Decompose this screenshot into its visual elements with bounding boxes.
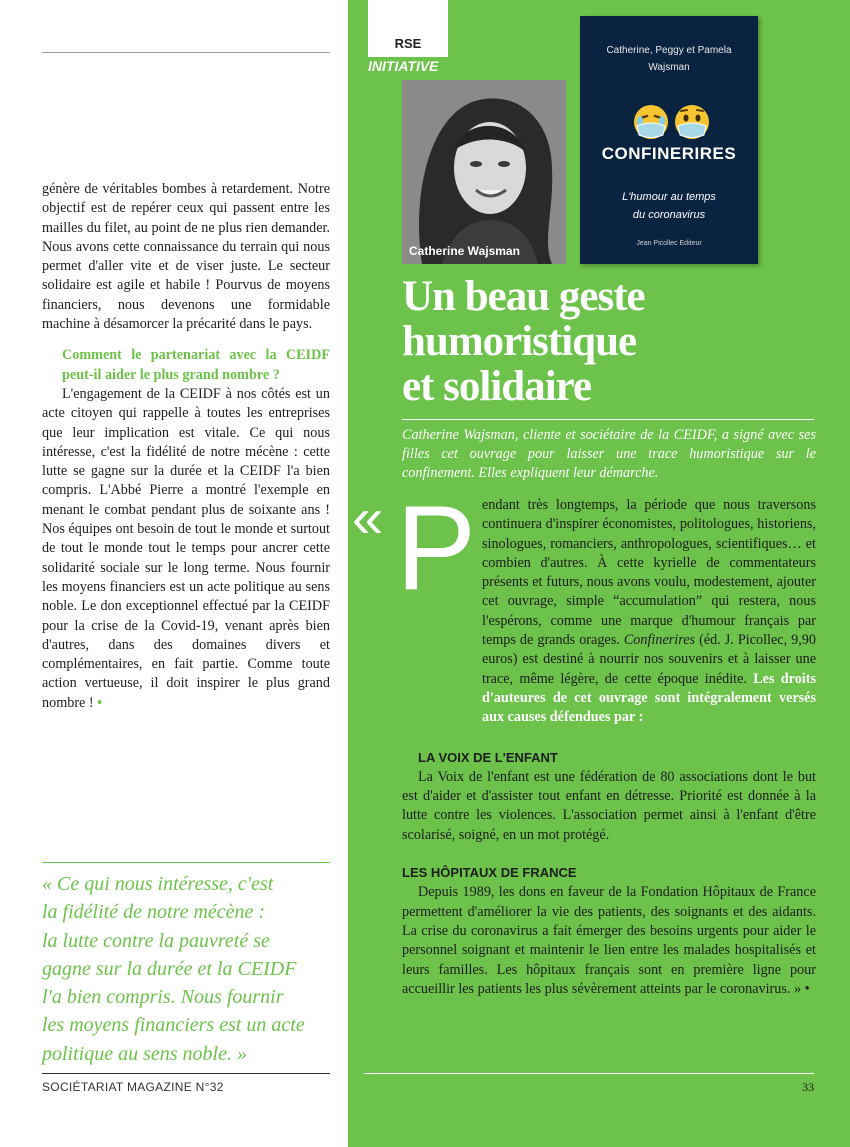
headline-divider [402, 419, 814, 420]
page-number: 33 [802, 1080, 814, 1094]
left-column-text [42, 180, 330, 713]
article-paragraph: endant très longtemps, la période que nous traversons continuera d'inspirer économistes, politologues, historiens, sinologues, romanciers, anthropologues, scientifiques… et combien d'autres. À cette kyrielle de commentateurs présents et futurs, nous avons voulu, modestement, ajouter cet ouvrage, simple “accumulation” qui restera, nous l'espérons, comme une marque d'humour français par temps de grands orages. Confinerires (éd. J. Picollec, 9,90 euros) est destiné à nourrir nos souvenirs et à laisser une trace, même légère, de cette époque inédite. Les droits d'auteures de cet ouvrage sont intégralement versés aux causes défendues par : [482, 497, 816, 726]
category-label: INITIATIVE [368, 58, 439, 74]
drop-cap: P [396, 481, 477, 615]
pull-quote [42, 870, 332, 1068]
laughing-masked-face-icon [634, 105, 668, 139]
top-divider-left [42, 52, 330, 53]
section-label: RSE [394, 36, 422, 51]
section-divider [368, 56, 448, 57]
end-bullet: • [97, 694, 103, 711]
book-authors [580, 42, 758, 76]
book-title: CONFINERIRES [601, 144, 737, 163]
author-photo [402, 80, 566, 264]
section-paragraph: Depuis 1989, les dons en faveur de la Fondation Hôpitaux de France permettent d'améliorer la vie des patients, des soignants et des aidants. La crise du coronavirus a fait émerger des besoins urgents pour aider le personnel soignant et maintenir le lien entre les malades hospitalisés et leurs familles. Les hôpitaux français sont en première ligne pour accueillir les patients les plus sévèrement atteints par le coronavirus. » • [402, 884, 816, 997]
pull-quote-divider [42, 862, 330, 863]
book-subtitle [580, 188, 758, 224]
pull-quote-line: politique au sens noble. » [42, 1042, 247, 1065]
left-paragraph-1: génère de véritables bombes à retardement. Notre objectif est de repérer ceux qui passent entre les mailles du filet, au point de ne plus rien demander. Nous avons cette connaissance du terrain qui nous permet d'aller vite et de viser juste. Le secteur solidaire est agile et habile ! Pourvus de moyens financiers, nous devenons une formidable machine à désamorcer la précarité dans le pays. [42, 181, 330, 333]
photo-caption: Catherine Wajsman [409, 244, 520, 258]
article-body [402, 496, 816, 999]
pull-quote-line: « Ce qui nous intéresse, c'est [42, 873, 274, 895]
book-cover [580, 16, 758, 264]
rights-statement: Les droits d'auteures de cet ouvrage sont intégralement versés aux causes défendues par : [482, 670, 816, 726]
headline-line: et solidaire [402, 363, 592, 410]
footer-divider-left [42, 1073, 330, 1074]
article-headline [402, 274, 822, 409]
opening-quote-mark: « [352, 486, 384, 549]
headline-line: Un beau geste [402, 273, 645, 320]
book-reference: Confinerires [623, 632, 696, 649]
portrait-illustration [402, 80, 566, 264]
pull-quote-line: la fidélité de notre mécène : [42, 901, 266, 924]
pull-quote-line: l'a bien compris. Nous fournir [42, 986, 284, 1009]
book-authors-line: Wajsman [648, 62, 690, 73]
book-subtitle-line: L'humour au temps [622, 191, 716, 203]
interview-question: Comment le partenariat avec la CEIDF peut-il aider le plus grand nombre ? [62, 347, 330, 383]
book-authors-line: Catherine, Peggy et Pamela [606, 45, 732, 56]
book-subtitle-line: du coronavirus [632, 209, 706, 221]
surprised-masked-face-icon [675, 105, 709, 139]
book-emoji-row [580, 100, 758, 148]
pull-quote-line: gagne sur la durée et la CEIDF [42, 957, 297, 980]
pull-quote-line: la lutte contre la pauvreté se [42, 929, 270, 952]
end-bullet: • [804, 980, 810, 997]
section-heading: LES HÔPITAUX DE FRANCE [402, 865, 577, 881]
book-publisher: Jean Picollec Editeur [636, 240, 702, 247]
headline-line: humoristique [402, 318, 637, 365]
magazine-footer: SOCIÉTARIAT MAGAZINE N°32 [42, 1080, 224, 1094]
pull-quote-line: les moyens financiers est un acte [42, 1014, 305, 1037]
article-intro: Catherine Wajsman, cliente et sociétaire de la CEIDF, a signé avec ses filles cet ouvrage pour laisser une trace humoristique sur le confinement. Elles expliquent leur démarche. [402, 427, 816, 481]
section-paragraph: La Voix de l'enfant est une fédération de 80 associations dont le but est d'aider et d'assister tout enfant en détresse. Priorité est donnée à la lutte contre les violences. L'association permet ainsi à l'enfant d'être scolarisé, soigné, en un mot protégé. [402, 768, 816, 843]
footer-divider-right [364, 1073, 814, 1074]
section-heading: LA VOIX DE L'ENFANT [418, 749, 558, 765]
left-paragraph-2: L'engagement de la CEIDF à nos côtés est un acte citoyen qui rappelle à toutes les entreprises que leur implication est vitale. Ce qui nous intéresse, c'est la fidélité de notre mécène : cette lutte se gagne sur la durée et la CEIDF l'a bien compris. L'Abbé Pierre a montré l'exemple en menant le combat pendant plus de soixante ans ! Nos équipes ont besoin de tout le monde et surtout de tout le monde tout le temps pour ancrer cette solidarité sociale sur le long terme. Nous fournir les moyens financiers est un acte politique au sens noble. Le don exceptionnel effectué par la CEIDF pour la crise de la Covid-19, venant après bien d'autres, dans des domaines divers et complémentaires, en fait partie. Comme toute action vertueuse, il doit inspirer le plus grand nombre ! • [42, 385, 330, 711]
